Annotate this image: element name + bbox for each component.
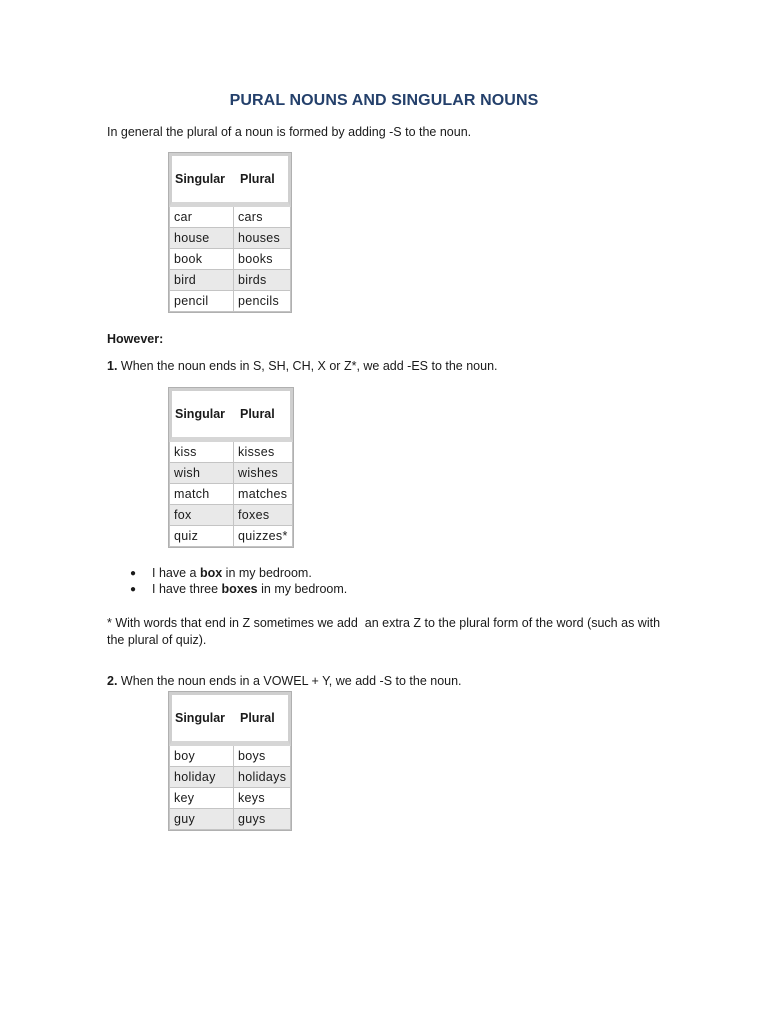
singular-cell: fox (169, 505, 234, 526)
singular-cell: bird (169, 270, 234, 291)
header-singular: Singular (169, 692, 234, 746)
singular-cell: holiday (169, 767, 234, 788)
list-item: ● I have a box in my bedroom. (130, 566, 312, 580)
table-row (169, 526, 293, 547)
table-row (169, 767, 291, 788)
plural-cell: matches (234, 484, 293, 505)
plural-cell: pencils (234, 291, 291, 312)
footnote-paragraph: * With words that end in Z sometimes we add an extra Z to the plural form of the word (such as with the plural of quiz). (107, 616, 664, 647)
singular-cell: key (169, 788, 234, 809)
table-row (169, 809, 291, 830)
plural-table-3 (168, 691, 292, 831)
plural-table-1 (168, 152, 292, 313)
singular-cell: guy (169, 809, 234, 830)
table-row (169, 746, 291, 767)
table-row (169, 291, 291, 312)
plural-cell: quizzes* (234, 526, 293, 547)
page-title: PURAL NOUNS AND SINGULAR NOUNS (229, 92, 539, 109)
plural-cell: keys (234, 788, 291, 809)
singular-cell: pencil (169, 291, 234, 312)
table-row (169, 788, 291, 809)
plural-cell: boys (234, 746, 291, 767)
singular-cell: kiss (169, 442, 234, 463)
plural-cell: houses (234, 228, 291, 249)
rule-2-number: 2. (107, 674, 118, 688)
header-plural: Plural (234, 692, 291, 746)
plural-cell: birds (234, 270, 291, 291)
table-row (169, 249, 291, 270)
header-plural: Plural (234, 388, 293, 442)
table-row (169, 505, 293, 526)
header-singular: Singular (169, 388, 234, 442)
bullet-icon: ● (130, 583, 137, 595)
header-singular: Singular (169, 153, 234, 207)
table-header-row (169, 692, 291, 746)
rule-1-number: 1. (107, 359, 118, 373)
example-bullet-list (128, 566, 347, 597)
plural-cell: foxes (234, 505, 293, 526)
singular-cell: match (169, 484, 234, 505)
plural-cell: books (234, 249, 291, 270)
singular-cell: boy (169, 746, 234, 767)
rule-2-paragraph (107, 673, 462, 690)
rule-1-paragraph (107, 358, 498, 375)
plural-cell: kisses (234, 442, 293, 463)
table-header-row (169, 388, 293, 442)
rule-2-text: When the noun ends in a VOWEL + Y, we add -S to the noun. (117, 674, 462, 688)
table-row (169, 442, 293, 463)
table-row (169, 207, 291, 228)
table-row (169, 228, 291, 249)
plural-cell: wishes (234, 463, 293, 484)
list-item: ● I have three boxes in my bedroom. (130, 581, 348, 596)
rule-1-text: When the noun ends in S, SH, CH, X or Z*, we add -ES to the noun. (117, 359, 498, 373)
intro-paragraph: In general the plural of a noun is formed by adding -S to the noun. (107, 125, 472, 139)
table-row (169, 463, 293, 484)
table-row (169, 270, 291, 291)
plural-cell: holidays (234, 767, 291, 788)
plural-cell: cars (234, 207, 291, 228)
table-header-row (169, 153, 291, 207)
singular-cell: house (169, 228, 234, 249)
table-row (169, 484, 293, 505)
however-heading: However: (107, 332, 164, 346)
header-plural: Plural (234, 153, 291, 207)
singular-cell: car (169, 207, 234, 228)
plural-cell: guys (234, 809, 291, 830)
singular-cell: wish (169, 463, 234, 484)
plural-table-2 (168, 387, 294, 548)
singular-cell: book (169, 249, 234, 270)
bullet-icon: ● (130, 568, 137, 579)
singular-cell: quiz (169, 526, 234, 547)
